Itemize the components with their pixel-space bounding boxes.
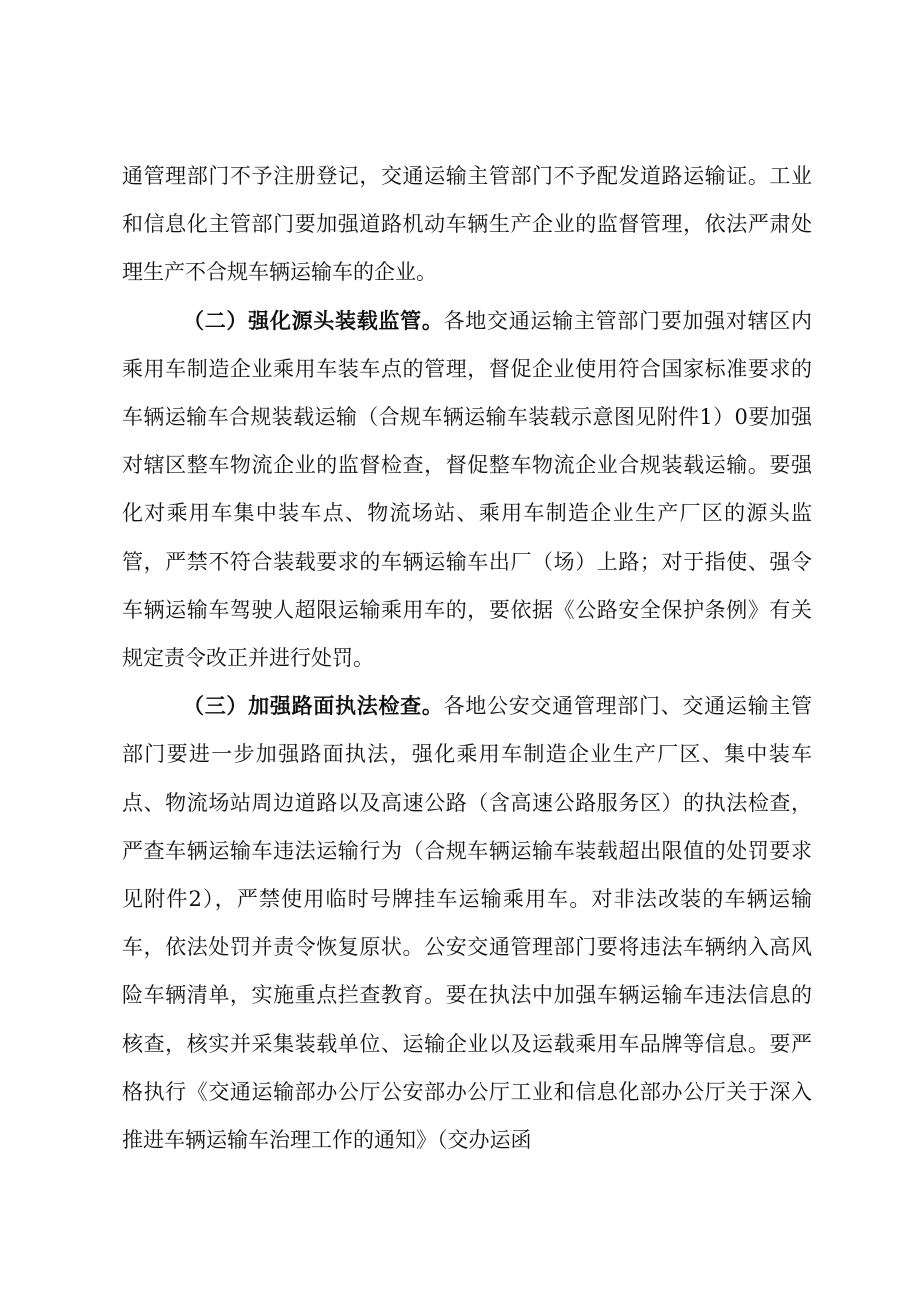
paragraph-text: 各地交通运输主管部门要加强对辖区内乘用车制造企业乘用车装车点的管理，督促企业使用符合国家标准要求的车辆运输车合规装载运输（合规车辆运输车装载示意图见附件1）0要加强对辖区整车物流企业的监督检查，督促整车物流企业合规装载运输。要强化对乘用车集中装车点、物流场站、乘用车制造企业生产厂区的源头监管，严禁不符合装载要求的车辆运输车出厂（场）上路；对于指使、强令车辆运输车驾驶人超限运输乘用车的，要依据《公路安全保护条例》有关规定责令改正并进行处罚。: [122, 308, 813, 671]
document-body: [122, 152, 812, 1164]
paragraph-text: 各地公安交通管理部门、交通运输主管部门要进一步加强路面执法，强化乘用车制造企业生产厂区、集中装车点、物流场站周边道路以及高速公路（含高速公路服务区）的执法检查，严查车辆运输车违法运输行为（合规车辆运输车装载超出限值的处罚要求见附件2），严禁使用临时号牌挂车运输乘用车。对非法改装的车辆运输车，依法处罚并责令恢复原状。公安交通管理部门要将违法车辆纳入高风险车辆清单，实施重点拦查教育。要在执法中加强车辆运输车违法信息的核查，核实并采集装载单位、运输企业以及运载乘用车品牌等信息。要严格执行《交通运输部办公厅公安部办公厅工业和信息化部办公厅关于深入推进车辆运输车治理工作的通知》（交办运函: [122, 694, 813, 1153]
paragraph-road-enforcement: [122, 682, 812, 1164]
section-heading-three: （三）加强路面执法检查。: [183, 694, 444, 719]
paragraph-continuation: [122, 152, 812, 297]
paragraph-text: 通管理部门不予注册登记，交通运输主管部门不予配发道路运输证。工业和信息化主管部门要加强道路机动车辆生产企业的监督管理，依法严肃处理生产不合规车辆运输车的企业。: [122, 164, 812, 285]
paragraph-source-loading-supervision: [122, 297, 812, 683]
section-heading-two: （二）强化源头装载监管。: [183, 308, 444, 333]
